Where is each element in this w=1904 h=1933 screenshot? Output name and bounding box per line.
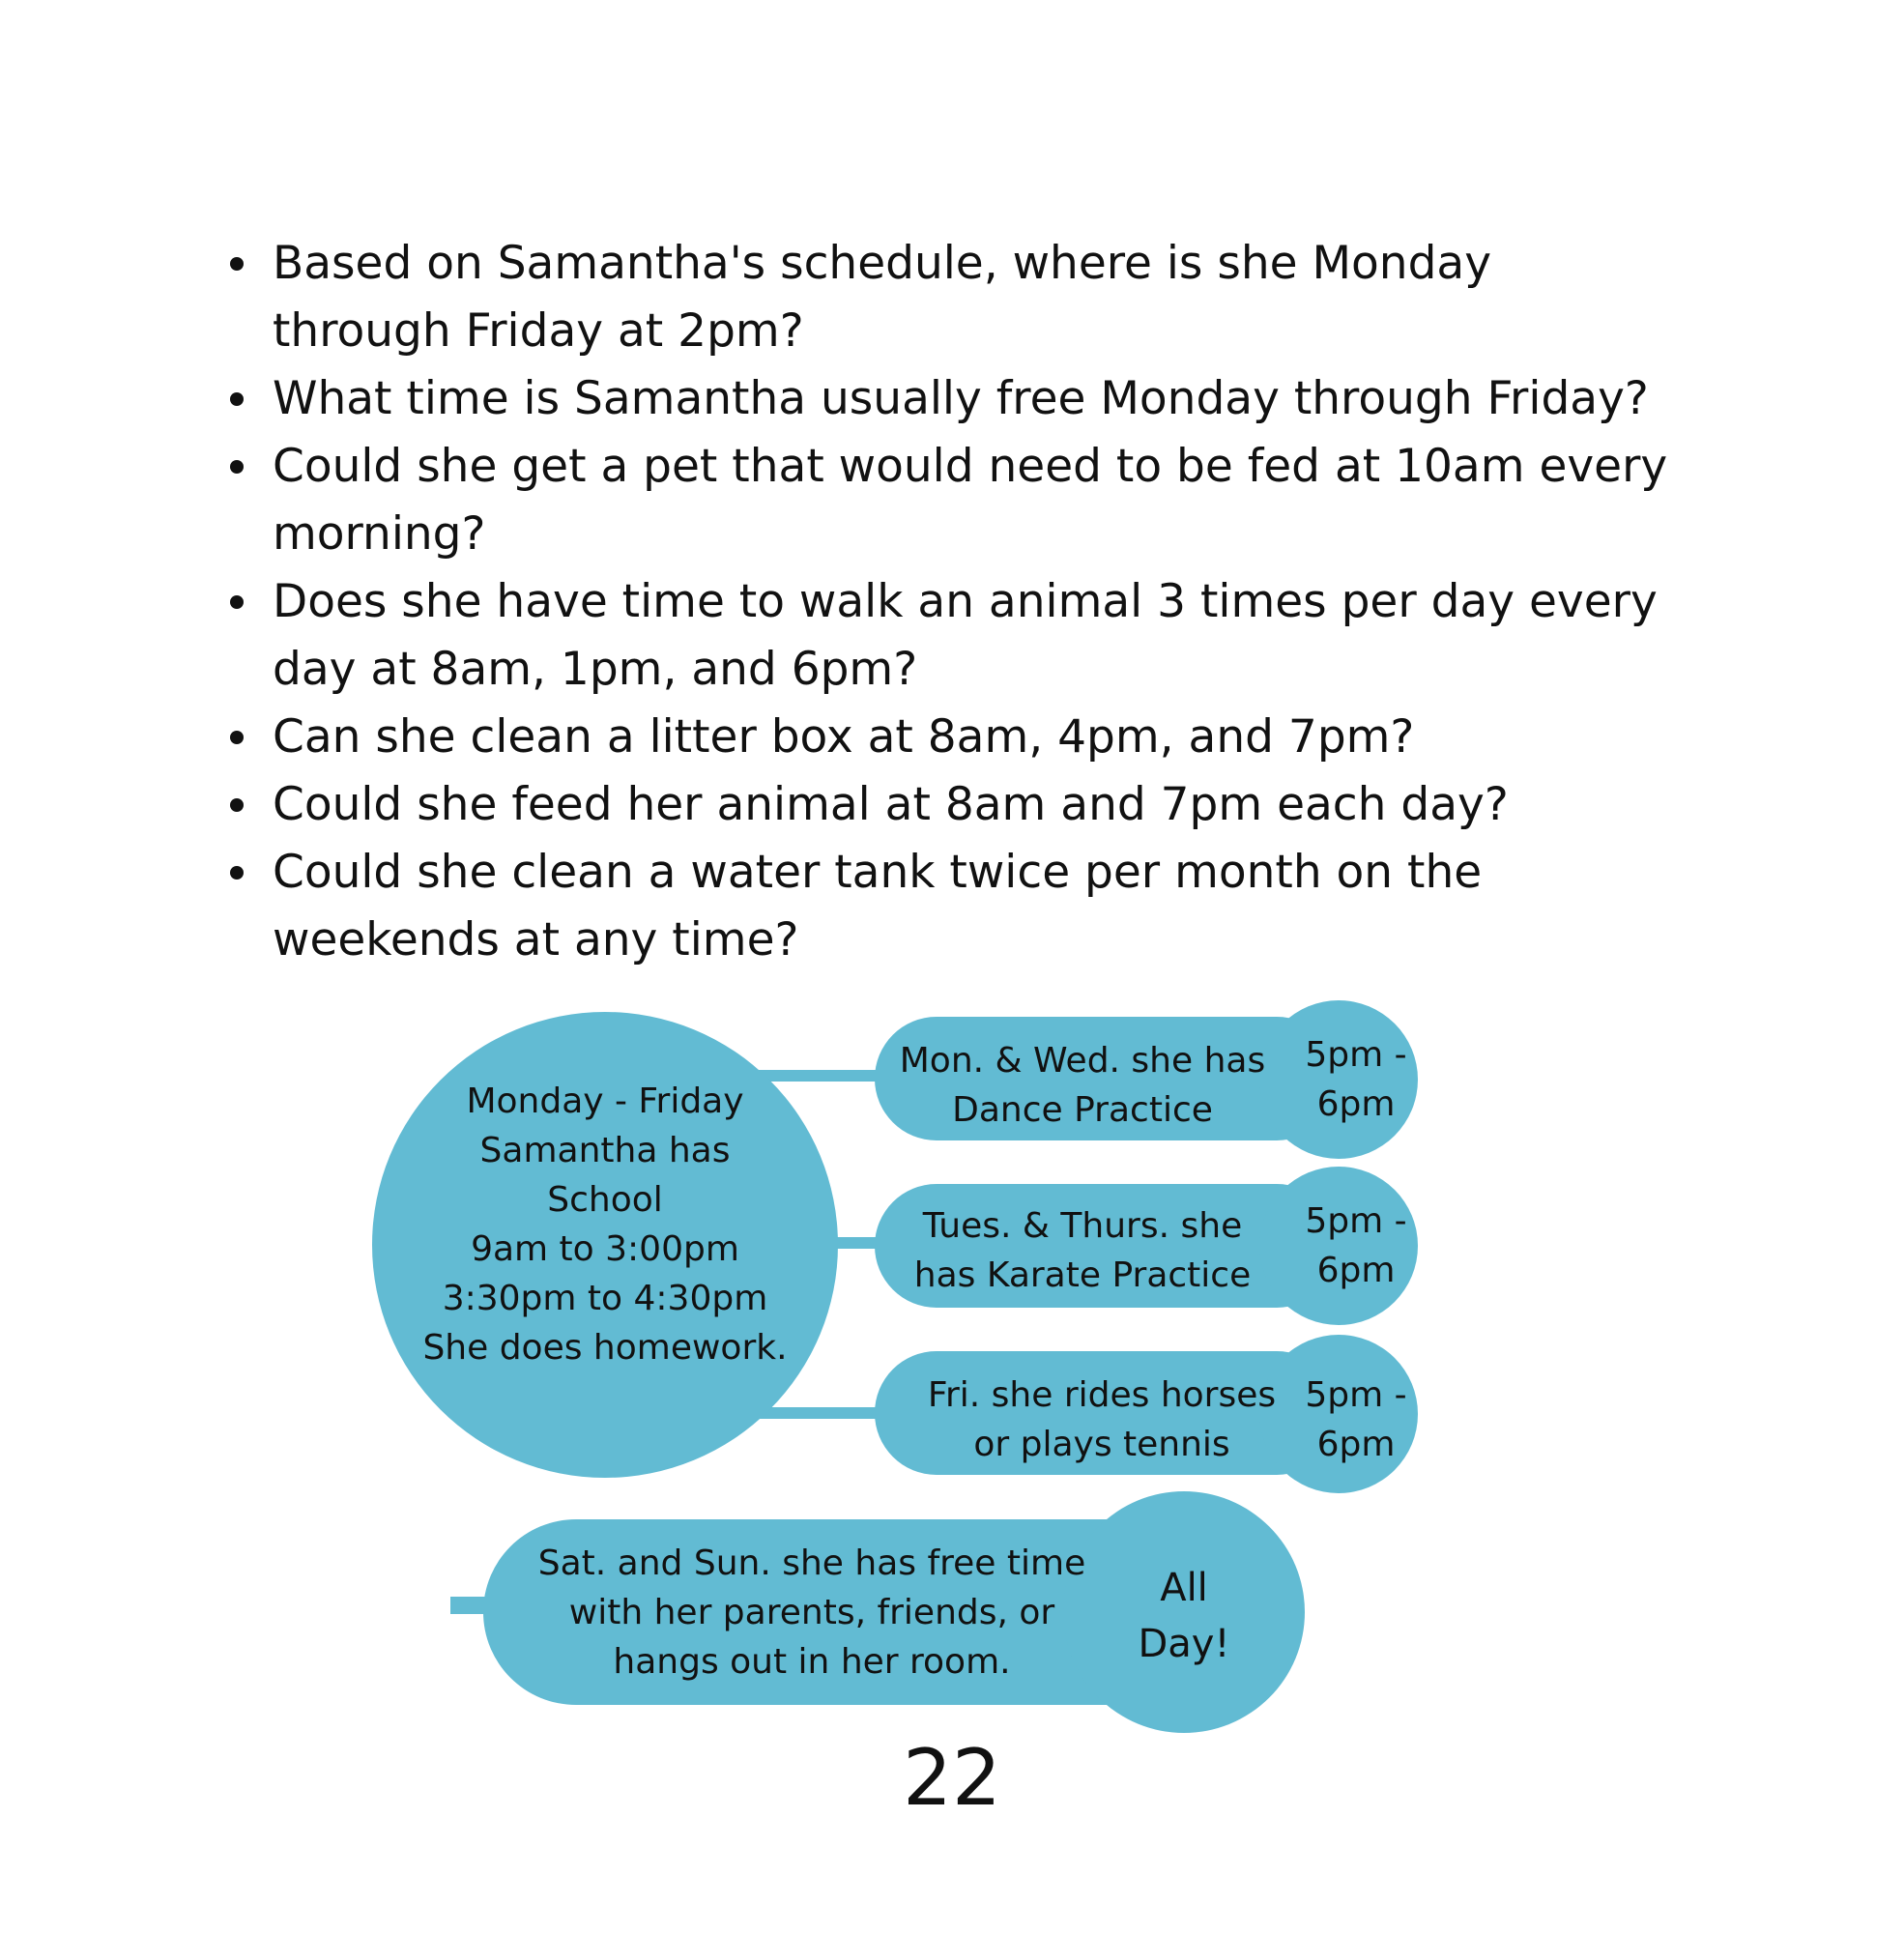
question-line: Could she clean a water tank twice per month on the [273, 846, 1483, 899]
weekend-text: Sat. and Sun. she has free time with her parents, friends, or hangs out in her room. [537, 1544, 1086, 1682]
weekend-time-text: All Day! [1138, 1566, 1230, 1666]
activity-text: Mon. & Wed. she has Dance Practice [899, 1041, 1266, 1130]
question-line: weekends at any time? [273, 913, 799, 966]
school-schedule-text: Monday - Friday Samantha has School 9am to 3:00pm 3:30pm to 4:30pm She does homework. [422, 1082, 788, 1368]
question-line: Can she clean a litter box at 8am, 4pm, and 7pm? [273, 710, 1415, 764]
question-line: morning? [273, 507, 486, 561]
time-text: 5pm - 6pm [1305, 1035, 1407, 1124]
activity-text: Tues. & Thurs. she has Karate Practice [913, 1206, 1252, 1295]
question-line: Could she get a pet that would need to be fed at 10am every [273, 440, 1668, 493]
time-text: 5pm - 6pm [1305, 1201, 1407, 1290]
question-line: Could she feed her animal at 8am and 7pm each day? [273, 778, 1509, 831]
question-line: Based on Samantha's schedule, where is she Monday [273, 237, 1492, 290]
connector-line [754, 1407, 889, 1419]
question-line: day at 8am, 1pm, and 6pm? [273, 643, 918, 696]
question-line: Does she have time to walk an animal 3 times per day every [273, 575, 1658, 628]
time-text: 5pm - 6pm [1305, 1375, 1407, 1464]
question-line: through Friday at 2pm? [273, 304, 804, 358]
page-number: 22 [903, 1733, 1001, 1823]
activity-text: Fri. she rides horses or plays tennis [927, 1375, 1277, 1464]
question-line: What time is Samantha usually free Monday through Friday? [273, 372, 1649, 425]
